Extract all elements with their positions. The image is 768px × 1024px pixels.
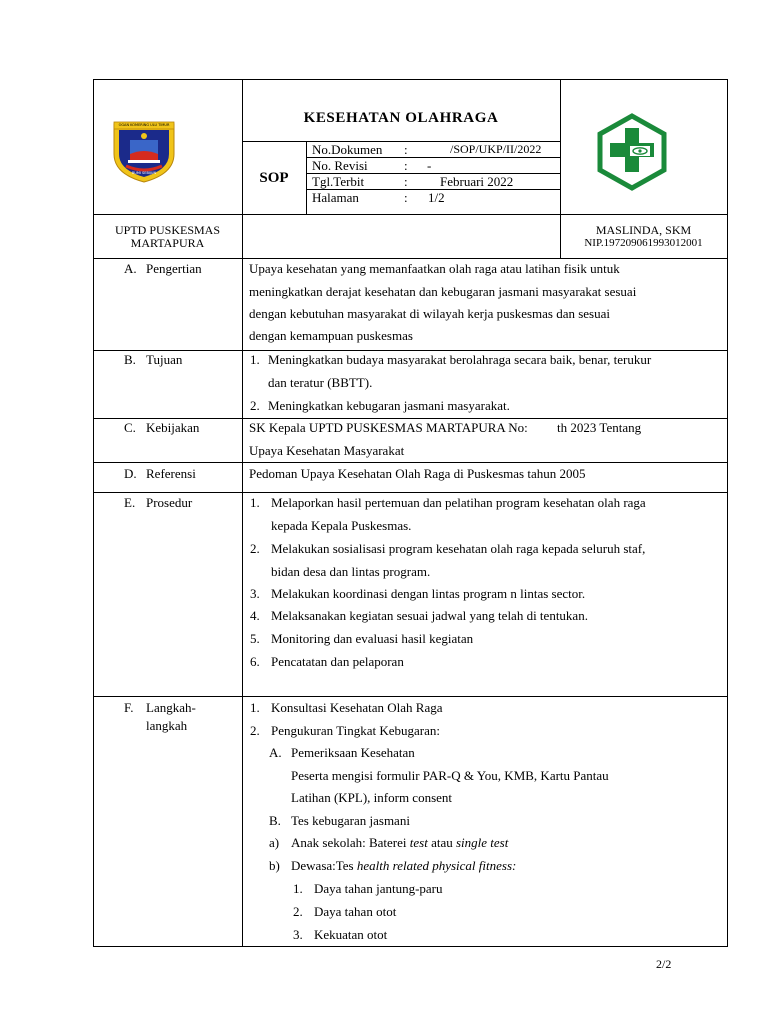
section-a-line: meningkatkan derajat kesehatan dan kebugaran jasmani masyarakat sesuai <box>249 284 637 299</box>
tgl-terbit-value: Februari 2022 <box>440 174 514 189</box>
no-revisi-label: No. Revisi <box>312 158 368 173</box>
list-number: 2. <box>250 723 260 738</box>
list-letter: b) <box>269 858 280 873</box>
list-letter: a) <box>269 835 280 850</box>
section-c-line: SK Kepala UPTD PUSKESMAS MARTAPURA No: th 2023 Tentang <box>249 420 642 435</box>
sop-label: SOP <box>259 170 289 186</box>
section-c-line: Upaya Kesehatan Masyarakat <box>249 443 405 458</box>
list-item: Melaporkan hasil pertemuan dan pelatihan program kesehatan olah raga <box>271 495 646 510</box>
list-item: dan teratur (BBTT). <box>268 375 373 390</box>
list-item: Pencatatan dan pelaporan <box>271 654 404 669</box>
section-f-label: F. <box>124 700 134 715</box>
section-e-title: Prosedur <box>146 495 193 510</box>
list-number: 1. <box>293 881 303 896</box>
list-number: 2. <box>250 541 260 556</box>
list-item: kepada Kepala Puskesmas. <box>271 518 412 533</box>
list-letter: A. <box>269 745 282 760</box>
list-item: Pemeriksaan Kesehatan <box>291 745 415 760</box>
list-number: 3. <box>293 927 303 942</box>
sep: : <box>404 158 408 173</box>
text: Anak sekolah: Baterei <box>291 835 410 850</box>
page-title: KESEHATAN OLAHRAGA <box>303 110 499 126</box>
signer-nip: NIP.197209061993012001 <box>584 237 703 249</box>
list-number: 1. <box>250 700 260 715</box>
section-a-label: A. <box>124 261 137 276</box>
text-italic: health related physical fitness: <box>356 858 517 873</box>
list-item: Daya tahan jantung-paru <box>314 881 443 896</box>
list-item-anak-sekolah <box>291 831 508 854</box>
list-number: 2. <box>250 398 260 413</box>
text-italic: test <box>409 835 428 850</box>
list-number: 2. <box>293 904 303 919</box>
page-number: 2/2 <box>656 957 672 971</box>
list-number: 6. <box>250 654 260 669</box>
list-item: Kekuatan otot <box>314 927 388 942</box>
sep: : <box>404 190 408 205</box>
logo-text-top: OGAN KOMERING ULU TIMUR <box>118 123 170 127</box>
sep: : <box>404 142 408 157</box>
sep: : <box>404 174 408 189</box>
section-e-label: E. <box>124 495 136 510</box>
section-b-label: B. <box>124 352 136 367</box>
list-number: 3. <box>250 586 260 601</box>
section-d-title: Referensi <box>146 466 196 481</box>
list-item: Melaksanakan kegiatan sesuai jadwal yang telah di tentukan. <box>271 608 588 623</box>
section-a-line: Upaya kesehatan yang memanfaatkan olah raga atau latihan fisik untuk <box>249 261 620 276</box>
list-item: Monitoring dan evaluasi hasil kegiatan <box>271 631 474 646</box>
list-number: 1. <box>250 352 260 367</box>
text: Dewasa:Tes <box>291 858 357 873</box>
halaman-label: Halaman <box>312 190 359 205</box>
list-item: Konsultasi Kesehatan Olah Raga <box>271 700 443 715</box>
list-letter: B. <box>269 813 281 828</box>
section-f-title: langkah <box>146 718 188 733</box>
no-dokumen-value: /SOP/UKP/II/2022 <box>450 142 542 156</box>
no-dokumen-label: No.Dokumen <box>312 142 383 157</box>
list-item: Melakukan sosialisasi program kesehatan olah raga kepada seluruh staf, <box>271 541 646 556</box>
logo-text-bottom: BUMI SEBIJUN <box>131 171 157 175</box>
section-f-title: Langkah- <box>146 700 196 715</box>
list-item: Meningkatkan budaya masyarakat berolahraga secara baik, benar, terukur <box>268 352 652 367</box>
list-item-desc: Latihan (KPL), inform consent <box>291 790 453 805</box>
list-item-desc: Peserta mengisi formulir PAR-Q & You, KMB, Kartu Pantau <box>291 768 609 783</box>
list-item: Daya tahan otot <box>314 904 397 919</box>
section-d-label: D. <box>124 466 137 481</box>
no-revisi-value: - <box>427 158 432 173</box>
text-italic: single test <box>455 835 509 850</box>
halaman-value: 1/2 <box>428 190 445 205</box>
list-number: 5. <box>250 631 260 646</box>
puskesmas-logo <box>596 112 668 192</box>
list-item: Tes kebugaran jasmani <box>291 813 410 828</box>
list-item: Pengukuran Tingkat Kebugaran: <box>271 723 440 738</box>
section-c-title: Kebijakan <box>146 420 200 435</box>
text: atau <box>427 835 456 850</box>
section-a-line: dengan kemampuan puskesmas <box>249 328 413 343</box>
list-item: Meningkatkan kebugaran jasmani masyarakat. <box>268 398 510 413</box>
org-name-line2: MARTAPURA <box>130 236 205 250</box>
list-item: Melakukan koordinasi dengan lintas program n lintas sector. <box>271 586 586 601</box>
section-d-line: Pedoman Upaya Kesehatan Olah Raga di Puskesmas tahun 2005 <box>249 466 586 481</box>
signer-name: MASLINDA, SKM <box>595 223 692 237</box>
list-item-dewasa <box>291 854 516 877</box>
list-number: 1. <box>250 495 260 510</box>
section-a-line: dengan kebutuhan masyarakat di wilayah kerja puskesmas dan sesuai <box>249 306 610 321</box>
list-item: bidan desa dan lintas program. <box>271 564 431 579</box>
list-number: 4. <box>250 608 260 623</box>
section-a-title: Pengertian <box>146 261 202 276</box>
tgl-terbit-label: Tgl.Terbit <box>312 174 365 189</box>
section-c-label: C. <box>124 420 136 435</box>
org-name-line1: UPTD PUSKESMAS <box>114 223 221 237</box>
section-b-title: Tujuan <box>146 352 183 367</box>
